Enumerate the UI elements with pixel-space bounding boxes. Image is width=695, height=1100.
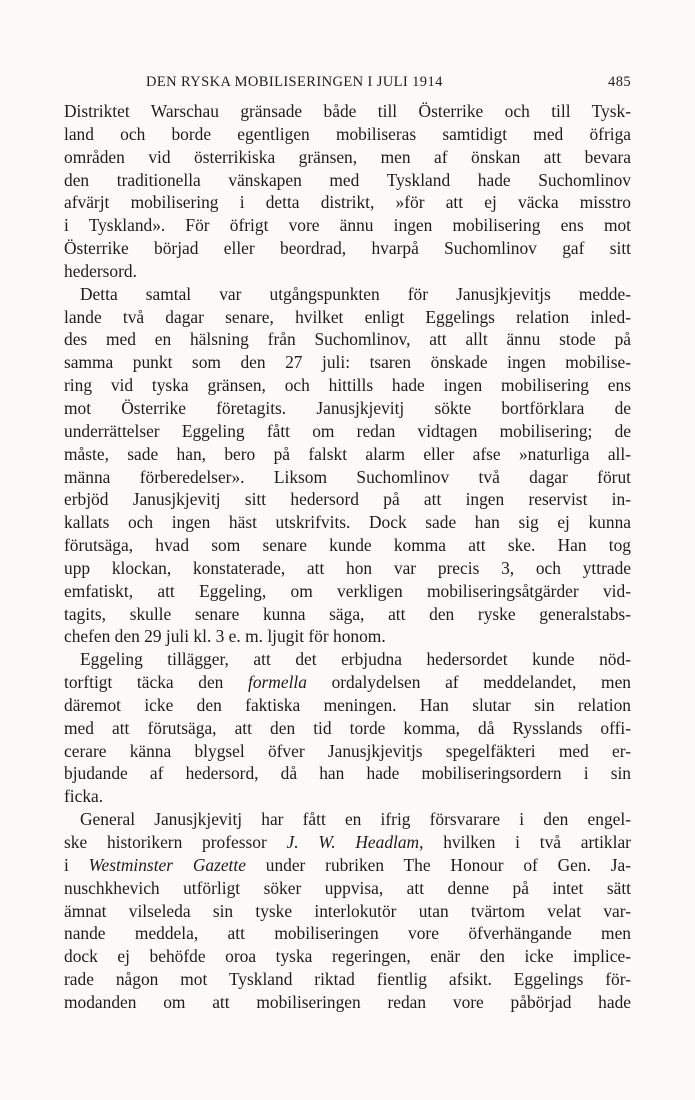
running-head-title: DEN RYSKA MOBILISERINGEN I JULI 1914 xyxy=(146,74,443,90)
text-line: bjudande af hedersord, då han hade mobiliseringsordern i sin xyxy=(64,763,631,784)
text-line: cerare känna blygsel öfver Janusjkjevitjs spegelfäkteri med er- xyxy=(64,740,631,761)
italic-text: J. W. Headlam xyxy=(286,832,420,852)
text-line: lande två dagar senare, hvilket enligt Eggelings relation inled- xyxy=(64,306,631,327)
text-line: förutsäga, hvad som senare kunde komma att ske. Han tog xyxy=(64,535,631,556)
text-segment: ordalydelsen af meddelandet, men xyxy=(306,672,631,693)
text-line: Distriktet Warschau gränsade både till Österrike och till Tysk- xyxy=(64,101,631,121)
text-line: chefen den 29 juli kl. 3 e. m. ljugit för honom. xyxy=(64,626,386,647)
text-line: Detta samtal var utgångspunkten för Janusjkjevitjs medde- xyxy=(80,283,631,304)
text-line: modanden om att mobiliseringen redan vore påbörjad hade xyxy=(64,991,631,1012)
text-line: mot Österrike företagits. Janusjkjevitj sökte bortförklara de xyxy=(64,397,631,418)
text-line: ring vid tyska gränsen, och hittills hade ingen mobilisering ens xyxy=(64,375,631,396)
running-head xyxy=(64,74,631,96)
text-line: upp klockan, konstaterade, att hon var precis 3, och yttrade xyxy=(64,557,631,578)
text-line: med att förutsäga, att den tid torde komma, då Rysslands offi- xyxy=(64,717,631,738)
text-line: ämnat vilseleda sin tyske interlokutör utan tvärtom velat var- xyxy=(64,900,631,921)
text-line: tagits, skulle senare kunna säga, att den ryske generalstabs- xyxy=(64,603,631,624)
text-line: samma punkt som den 27 juli: tsaren önskade ingen mobilise- xyxy=(64,352,631,373)
text-line: hedersord. xyxy=(64,260,137,281)
text-segment: ske historikern professor xyxy=(64,832,287,852)
text-line: måste, sade han, bero på falskt alarm eller afse »naturliga all- xyxy=(64,443,631,464)
text-line: männa förberedelser». Liksom Suchomlinov två dagar förut xyxy=(64,466,631,487)
text-line: underrättelser Eggeling fått om redan vidtagen mobilisering; de xyxy=(64,420,631,441)
italic-text: Westminster Gazette xyxy=(88,854,246,875)
text-line xyxy=(64,854,631,877)
text-line: emfatiskt, att Eggeling, om verkligen mobiliseringsåtgärder vid- xyxy=(64,580,631,601)
text-line: dock ej behöfde oroa tyska regeringen, enär den icke implice- xyxy=(64,946,631,967)
text-line: afvärjt mobilisering i detta distrikt, »för att ej väcka misstro xyxy=(64,192,631,213)
text-line: ficka. xyxy=(64,786,104,807)
text-line: Österrike börjad eller beordrad, hvarpå Suchomlinov gaf sitt xyxy=(64,238,631,259)
italic-text: formella xyxy=(248,672,307,693)
page-number: 485 xyxy=(608,74,631,90)
text-line: i Tyskland». För öfrigt vore ännu ingen mobilisering ens mot xyxy=(64,215,631,236)
text-line: nande meddela, att mobiliseringen vore öfverhängande men xyxy=(64,923,631,944)
text-segment: torftigt täcka den xyxy=(64,672,248,693)
text-line xyxy=(64,831,631,854)
text-segment: i xyxy=(64,854,89,875)
text-line xyxy=(64,671,631,694)
text-line: General Janusjkjevitj har fått en ifrig försvarare i den engel- xyxy=(80,809,631,830)
text-line: erbjöd Janusjkjevitj sitt hedersord på att ingen reservist in- xyxy=(64,489,631,510)
text-line: områden vid österrikiska gränsen, men af önskan att bevara xyxy=(64,146,631,167)
text-line: däremot icke den faktiska meningen. Han slutar sin relation xyxy=(64,694,631,715)
text-line: nuschkhevich utförligt söker uppvisa, att denne på intet sätt xyxy=(64,877,631,898)
text-line: rade någon mot Tyskland riktad fientlig afsikt. Eggelings för- xyxy=(64,969,631,990)
text-line: kallats och ingen häst utskrifvits. Dock sade han sig ej kunna xyxy=(64,512,631,533)
text-line: den traditionella vänskapen med Tyskland hade Suchomlinov xyxy=(64,169,631,190)
body-text xyxy=(64,100,631,1014)
text-segment: , hvilken i två artiklar xyxy=(419,832,631,852)
text-segment: under rubriken The Honour of Gen. Ja- xyxy=(245,854,631,875)
text-line: land och borde egentligen mobiliseras samtidigt med öfriga xyxy=(64,123,631,144)
text-line: Eggeling tillägger, att det erbjudna hedersordet kunde nöd- xyxy=(80,649,631,670)
text-line: des med en hälsning från Suchomlinov, att allt ännu stode på xyxy=(64,329,631,350)
